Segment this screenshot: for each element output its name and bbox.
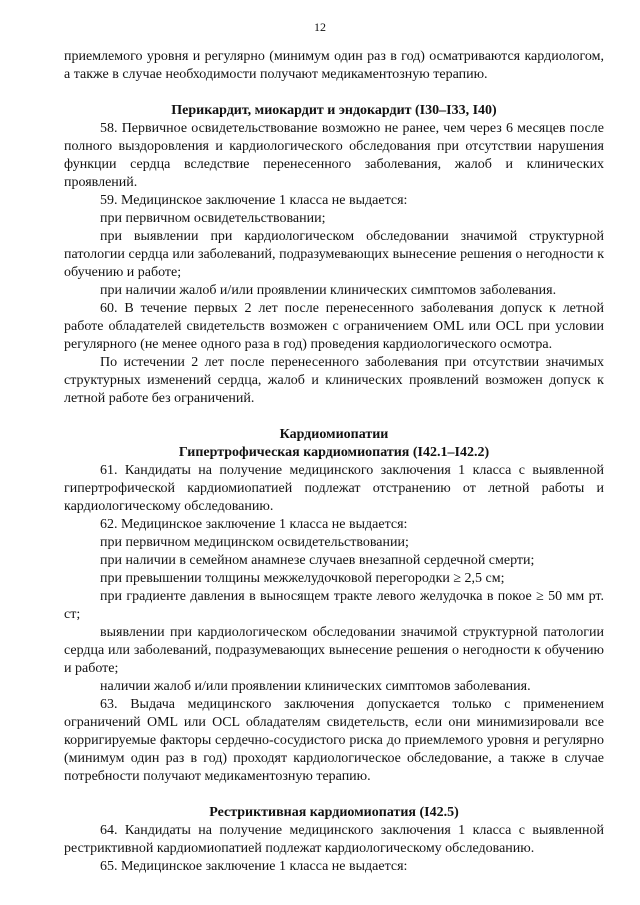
paragraph: при первичном медицинском освидетельствовании;	[100, 535, 409, 550]
paragraph: 60. В течение первых 2 лет после перенесенного заболевания допуск к летной работе обладателей свидетельств возможен с ограничением OML или OCL при условии регулярного (не менее одного раза в год) проведения кардиологического осмотра.	[64, 301, 604, 352]
paragraph: По истечении 2 лет после перенесенного заболевания при отсутствии значимых структурных изменений сердца, жалоб и клинических проявлений возможен допуск к летной работе без ограничений.	[64, 355, 604, 406]
section-heading: Гипертрофическая кардиомиопатия (I42.1–I42.2)	[178, 445, 490, 460]
paragraph: 59. Медицинское заключение 1 класса не выдается:	[100, 193, 408, 208]
document-body	[64, 48, 604, 876]
paragraph: при первичном освидетельствовании;	[100, 211, 326, 226]
paragraph: при градиенте давления в выносящем тракте левого желудочка в покое ≥ 50 мм рт. ст;	[64, 589, 604, 622]
section-heading: Перикардит, миокардит и эндокардит (I30–I33, I40)	[171, 103, 497, 118]
section-gap	[64, 84, 604, 102]
paragraph: приемлемого уровня и регулярно (минимум один раз в год) осматриваются кардиологом, а также в случае необходимости получают медикаментозную терапию.	[64, 49, 604, 82]
paragraph: при превышении толщины межжелудочковой перегородки ≥ 2,5 см;	[100, 571, 505, 586]
paragraph: наличии жалоб и/или проявлении клинических симптомов заболевания.	[100, 679, 531, 694]
paragraph: выявлении при кардиологическом обследовании значимой структурной патологии сердца или заболеваний, подразумевающих вынесение решения о негодности к обучению и работе;	[64, 625, 604, 676]
paragraph: 61. Кандидаты на получение медицинского заключения 1 класса с выявленной гипертрофической кардиомиопатией подлежат отстранению от летной работы и кардиологическому обследованию.	[64, 463, 604, 514]
paragraph: 64. Кандидаты на получение медицинского заключения 1 класса с выявленной рестриктивной кардиомиопатией подлежат кардиологическому обследованию.	[64, 823, 604, 856]
paragraph: 58. Первичное освидетельствование возможно не ранее, чем через 6 месяцев после полного выздоровления и кардиологического обследования при отсутствии нарушения функции сердца вследствие перенесенного заболевания, жалоб и клинических проявлений.	[64, 121, 604, 190]
section-gap	[64, 786, 604, 804]
paragraph: 62. Медицинское заключение 1 класса не выдается:	[100, 517, 408, 532]
section-heading: Рестриктивная кардиомиопатия (I42.5)	[209, 805, 459, 820]
paragraph: при наличии в семейном анамнезе случаев внезапной сердечной смерти;	[100, 553, 535, 568]
section-gap	[64, 408, 604, 426]
paragraph: 63. Выдача медицинского заключения допускается только с применением ограничений OML или OCL обладателям свидетельств, если они минимизировали все корригируемые факторы сердечно-сосудистого риска до приемлемого уровня и регулярно (минимум один раз в год) проходят кардиологическое обследование, а также в случае потребности получают медикаментозную терапию.	[64, 697, 604, 784]
page-number: 12	[314, 20, 326, 34]
section-heading: Кардиомиопатии	[279, 427, 389, 442]
paragraph: при выявлении при кардиологическом обследовании значимой структурной патологии сердца или заболеваний, подразумевающих вынесение решения о негодности к обучению и работе;	[64, 229, 604, 280]
paragraph: при наличии жалоб и/или проявлении клинических симптомов заболевания.	[100, 283, 557, 298]
paragraph: 65. Медицинское заключение 1 класса не выдается:	[100, 859, 408, 874]
